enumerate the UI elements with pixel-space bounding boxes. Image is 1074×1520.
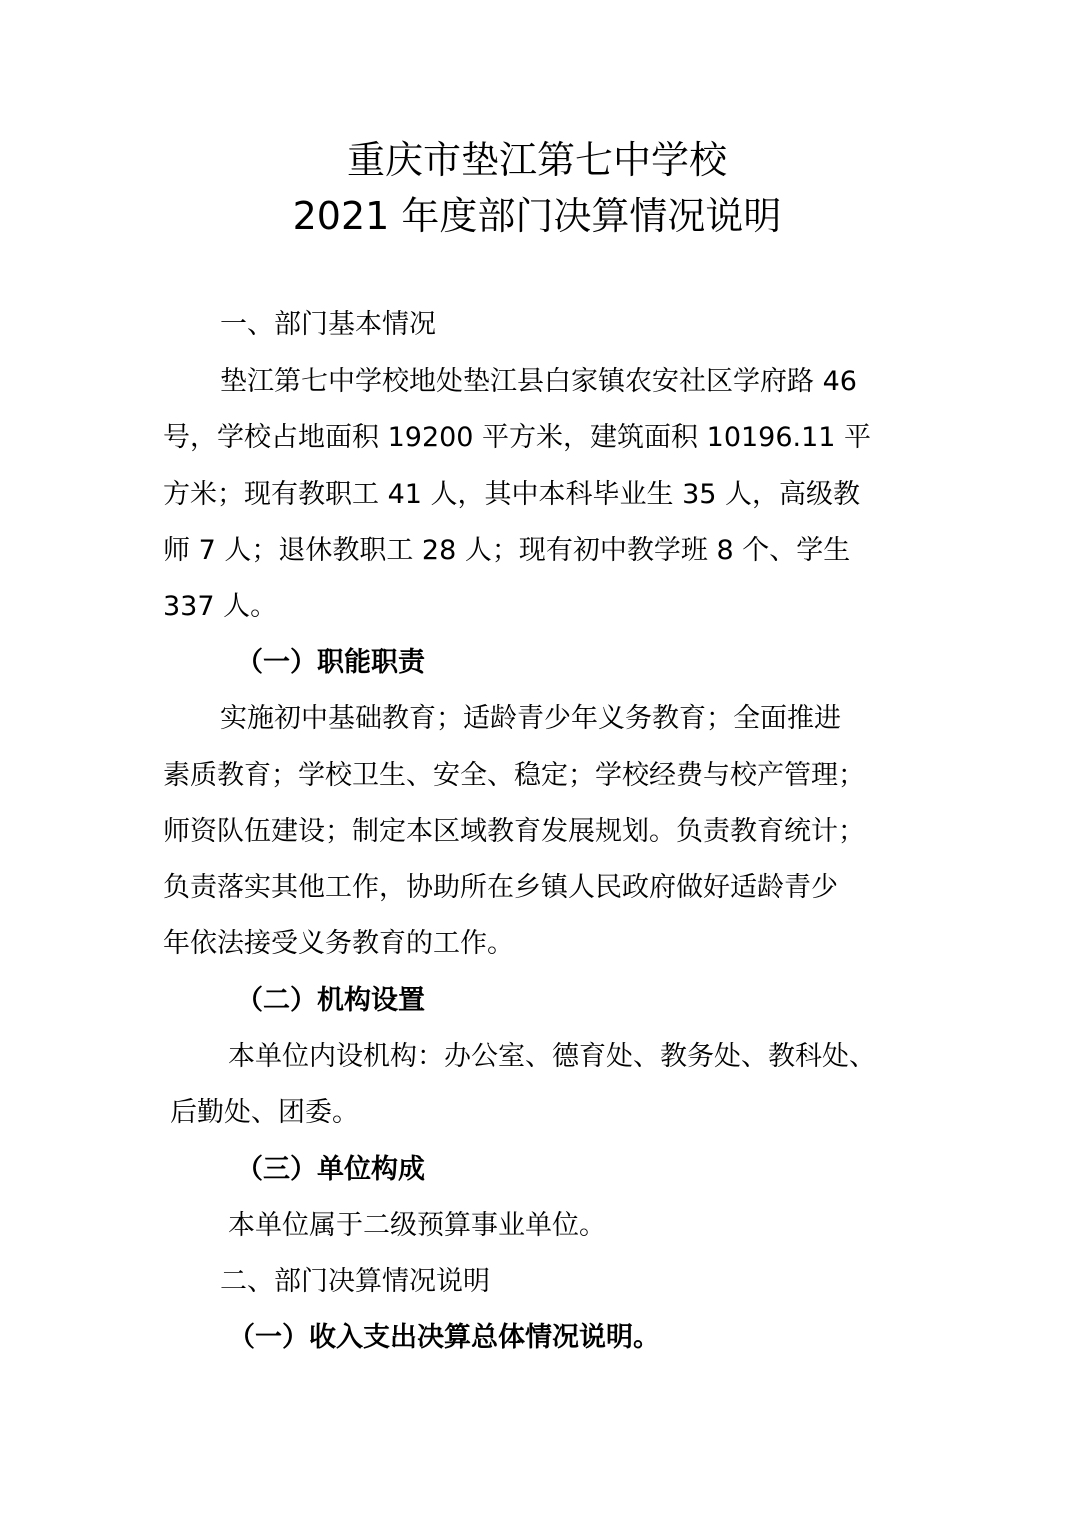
- paragraph-line: 师 7 人；退休教职工 28 人；现有初中教学班 8 个、学生: [163, 535, 851, 566]
- section2-subsection-heading: （一）收入支出决算总体情况说明。: [228, 1322, 660, 1353]
- paragraph-line: 方米；现有教职工 41 人，其中本科毕业生 35 人，高级教: [163, 479, 861, 510]
- section2-heading: 二、部门决算情况说明: [220, 1266, 490, 1297]
- document-title-line2: 2021 年度部门决算情况说明: [292, 194, 782, 238]
- paragraph-line: 年依法接受义务教育的工作。: [163, 928, 514, 959]
- paragraph-line: 垫江第七中学校地处垫江县白家镇农安社区学府路 46: [220, 366, 857, 397]
- subsection-heading-functions: （一）职能职责: [236, 647, 425, 678]
- paragraph-line: 号，学校占地面积 19200 平方米，建筑面积 10196.11 平: [163, 422, 872, 453]
- paragraph-line: 师资队伍建设；制定本区域教育发展规划。负责教育统计；: [163, 816, 865, 847]
- paragraph-line: 后勤处、团委。: [170, 1097, 359, 1128]
- paragraph-line: 本单位内设机构：办公室、德育处、教务处、教科处、: [228, 1041, 876, 1072]
- paragraph-line: 337 人。: [163, 591, 278, 622]
- paragraph-line: 实施初中基础教育；适龄青少年义务教育；全面推进: [220, 703, 841, 734]
- paragraph-line: 本单位属于二级预算事业单位。: [228, 1210, 606, 1241]
- document-title-line1: 重庆市垫江第七中学校: [346, 138, 727, 182]
- section1-heading: 一、部门基本情况: [220, 309, 436, 340]
- subsection-heading-organization: （二）机构设置: [236, 985, 425, 1016]
- paragraph-line: 负责落实其他工作，协助所在乡镇人民政府做好适龄青少: [163, 872, 838, 903]
- subsection-heading-composition: （三）单位构成: [236, 1154, 425, 1185]
- paragraph-line: 素质教育；学校卫生、安全、稳定；学校经费与校产管理；: [163, 760, 865, 791]
